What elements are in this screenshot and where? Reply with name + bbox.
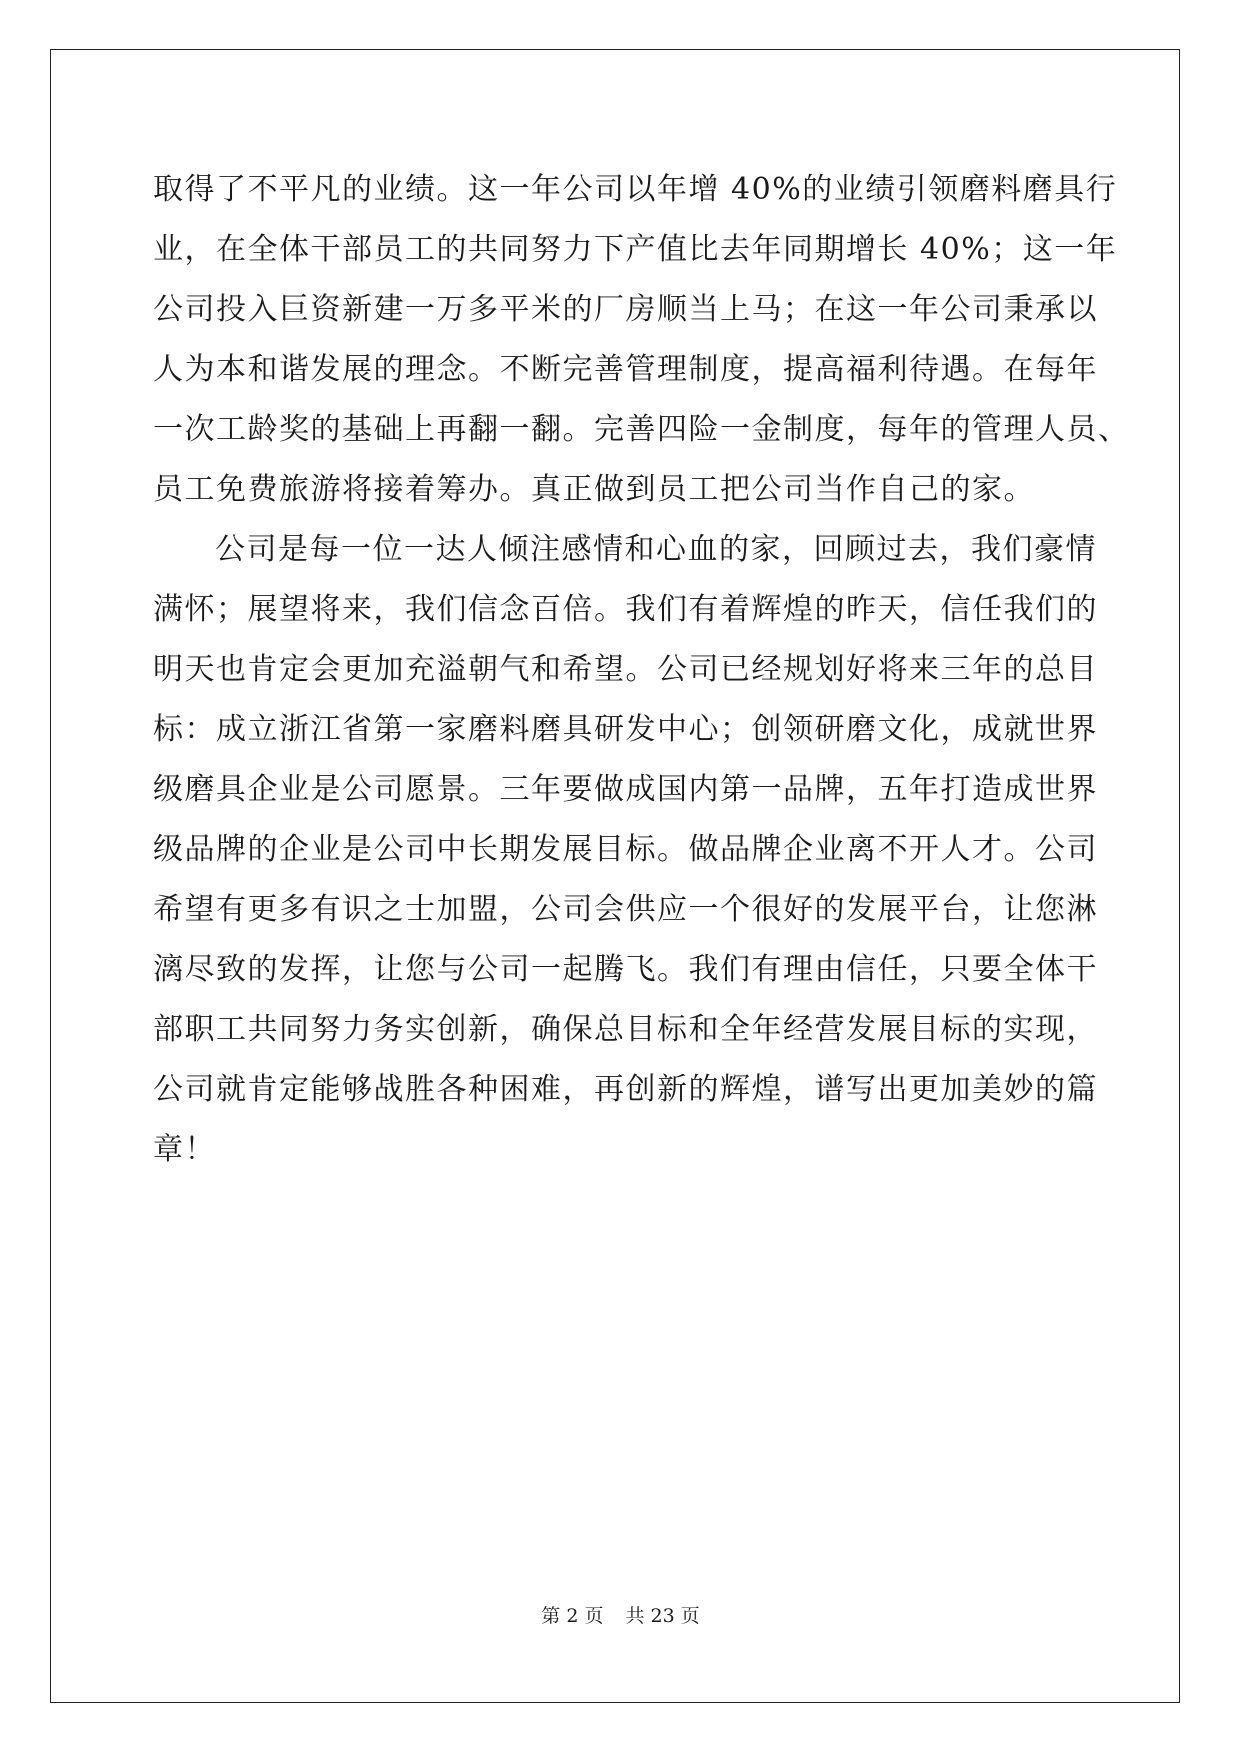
page-number: 第 2 页 xyxy=(541,1605,604,1627)
paragraph-line: 公司是每一位一达人倾注感情和心血的家，回顾过去，我们豪情 xyxy=(215,532,1097,567)
paragraph-line: 章！ xyxy=(153,1132,216,1167)
paragraph-line: 希望有更多有识之士加盟，公司会供应一个很好的发展平台，让您淋 xyxy=(153,892,1098,927)
paragraph-line: 业，在全体干部员工的共同努力下产值比去年同期增长 40%；这一年 xyxy=(153,232,1118,267)
paragraph-line: 人为本和谐发展的理念。不断完善管理制度，提高福利待遇。在每年 xyxy=(153,352,1098,387)
paragraph-line: 标：成立浙江省第一家磨料磨具研发中心；创领研磨文化，成就世界 xyxy=(153,712,1098,747)
page-footer xyxy=(0,1604,1241,1628)
paragraph-line: 一次工龄奖的基础上再翻一翻。完善四险一金制度，每年的管理人员、 xyxy=(153,412,1130,447)
paragraph-line: 公司投入巨资新建一万多平米的厂房顺当上马；在这一年公司秉承以 xyxy=(153,292,1098,327)
paragraph-line: 公司就肯定能够战胜各种困难，再创新的辉煌，谱写出更加美妙的篇 xyxy=(153,1072,1098,1107)
paragraph-line: 员工免费旅游将接着筹办。真正做到员工把公司当作自己的家。 xyxy=(153,472,1035,507)
paragraph-line: 明天也肯定会更加充溢朝气和希望。公司已经规划好将来三年的总目 xyxy=(153,652,1098,687)
paragraph-line: 级品牌的企业是公司中长期发展目标。做品牌企业离不开人才。公司 xyxy=(153,832,1098,867)
page-total: 共 23 页 xyxy=(625,1605,700,1627)
paragraph-line: 满怀；展望将来，我们信念百倍。我们有着辉煌的昨天，信任我们的 xyxy=(153,592,1098,627)
paragraph-line: 级磨具企业是公司愿景。三年要做成国内第一品牌，五年打造成世界 xyxy=(153,772,1098,807)
paragraph-line: 部职工共同努力务实创新，确保总目标和全年经营发展目标的实现， xyxy=(153,1012,1098,1047)
paragraph-line: 取得了不平凡的业绩。这一年公司以年增 40%的业绩引领磨料磨具行 xyxy=(153,172,1118,207)
document-body xyxy=(153,160,1130,1180)
paragraph-line: 漓尽致的发挥，让您与公司一起腾飞。我们有理由信任，只要全体干 xyxy=(153,952,1098,987)
